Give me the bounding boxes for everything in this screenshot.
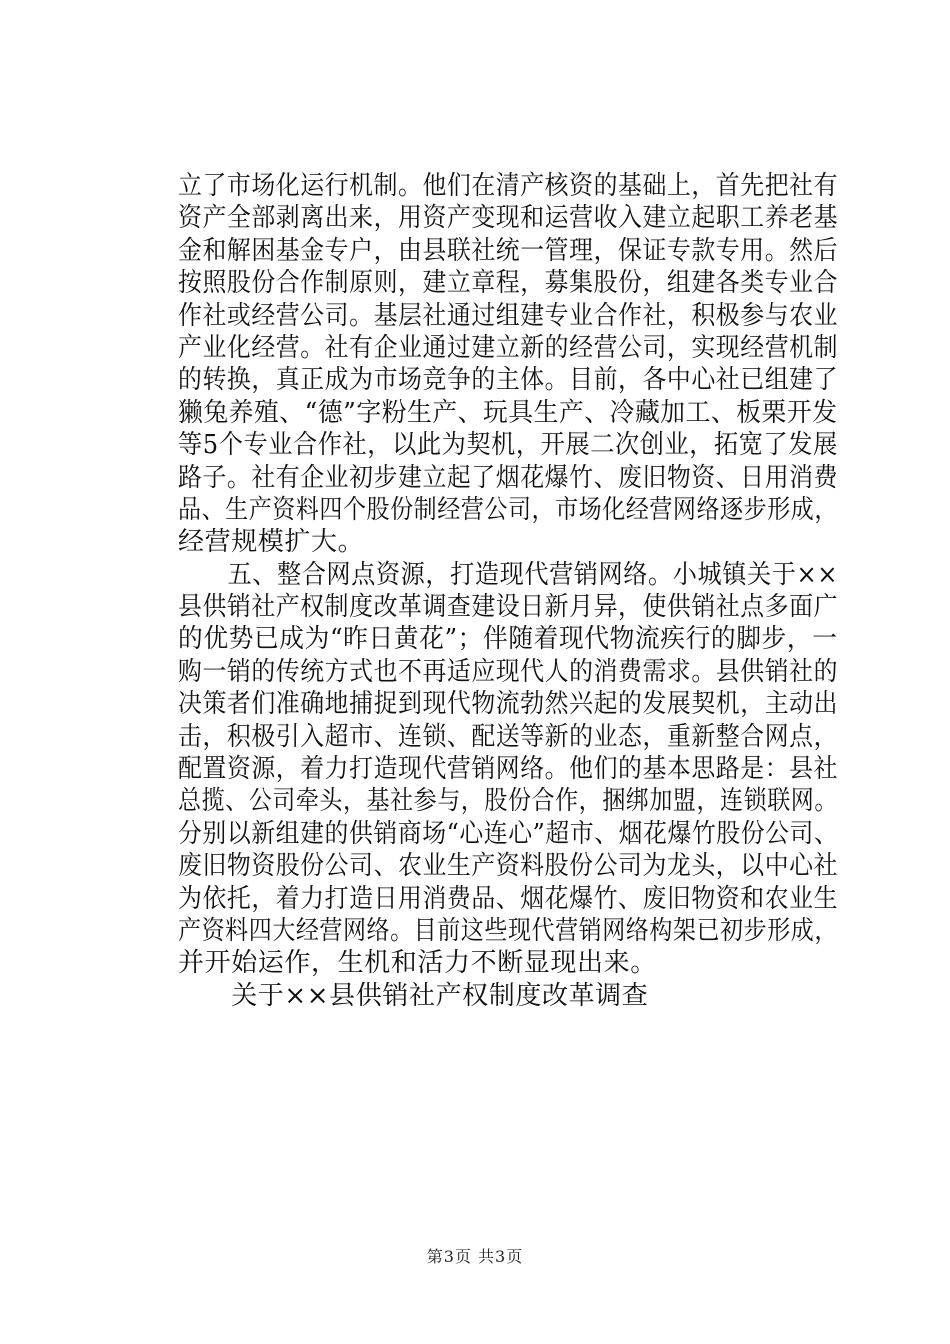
text-line: 决策者们准确地捕捉到现代物流勃然兴起的发展契机，主动出 <box>178 689 839 720</box>
text-line: 产业化经营。社有企业通过建立新的经营公司，实现经营机制 <box>178 332 839 363</box>
text-line: 配置资源，着力打造现代营销网络。他们的基本思路是：县社 <box>178 754 839 785</box>
text-line: 按照股份合作制原则，建立章程，募集股份，组建各类专业合 <box>178 268 839 299</box>
text-line: 击，积极引入超市、连锁、配送等新的业态，重新整合网点， <box>178 721 839 752</box>
text-line: 总揽、公司牵头，基社参与，股份合作，捆绑加盟，连锁联网。 <box>178 786 838 817</box>
text-line: 分别以新组建的供销商场“心连心”超市、烟花爆竹股份公司、 <box>178 818 839 849</box>
text-line: 五、整合网点资源，打造现代营销网络。小城镇关于×× <box>178 559 839 590</box>
text-line: 并开始运作，生机和活力不断显现出来。 <box>178 948 657 979</box>
page-footer <box>0 1244 950 1267</box>
text-line: 的优势已成为“昨日黄花”；伴随着现代物流疾行的脚步，一 <box>178 624 838 655</box>
text-line: 等5个专业合作社，以此为契机，开展二次创业，拓宽了发展 <box>178 430 838 461</box>
text-line: 废旧物资股份公司、农业生产资料股份公司为龙头，以中心社 <box>178 851 839 882</box>
text-line: 路子。社有企业初步建立起了烟花爆竹、废旧物资、日用消费 <box>178 462 839 493</box>
text-line: 为依托，着力打造日用消费品、烟花爆竹、废旧物资和农业生 <box>178 883 839 914</box>
body-text <box>178 170 839 1012</box>
text-line: 县供销社产权制度改革调查建设日新月异，使供销社点多面广 <box>178 592 839 623</box>
text-line: 产资料四大经营网络。目前这些现代营销网络构架已初步形成， <box>178 915 838 946</box>
text-line: 的转换，真正成为市场竞争的主体。目前，各中心社已组建了 <box>178 365 839 396</box>
text-line: 品、生产资料四个股份制经营公司，市场化经营网络逐步形成， <box>178 494 838 525</box>
text-line: 购一销的传统方式也不再适应现代人的消费需求。县供销社的 <box>178 656 839 687</box>
text-line: 作社或经营公司。基层社通过组建专业合作社，积极参与农业 <box>178 300 839 331</box>
text-line: 立了市场化运行机制。他们在清产核资的基础上，首先把社有 <box>178 171 839 201</box>
page-number-label: 第3页 共3页 <box>426 1247 524 1266</box>
text-line: 资产全部剥离出来，用资产变现和运营收入建立起职工养老基 <box>178 203 839 234</box>
text-line: 经营规模扩大。 <box>178 527 365 558</box>
text-line: 獭兔养殖、“德”字粉生产、玩具生产、冷藏加工、板栗开发 <box>178 397 838 428</box>
text-line: 金和解困基金专户，由县联社统一管理，保证专款专用。然后 <box>178 235 839 266</box>
closing-title-line: 关于××县供销社产权制度改革调查 <box>178 980 649 1011</box>
